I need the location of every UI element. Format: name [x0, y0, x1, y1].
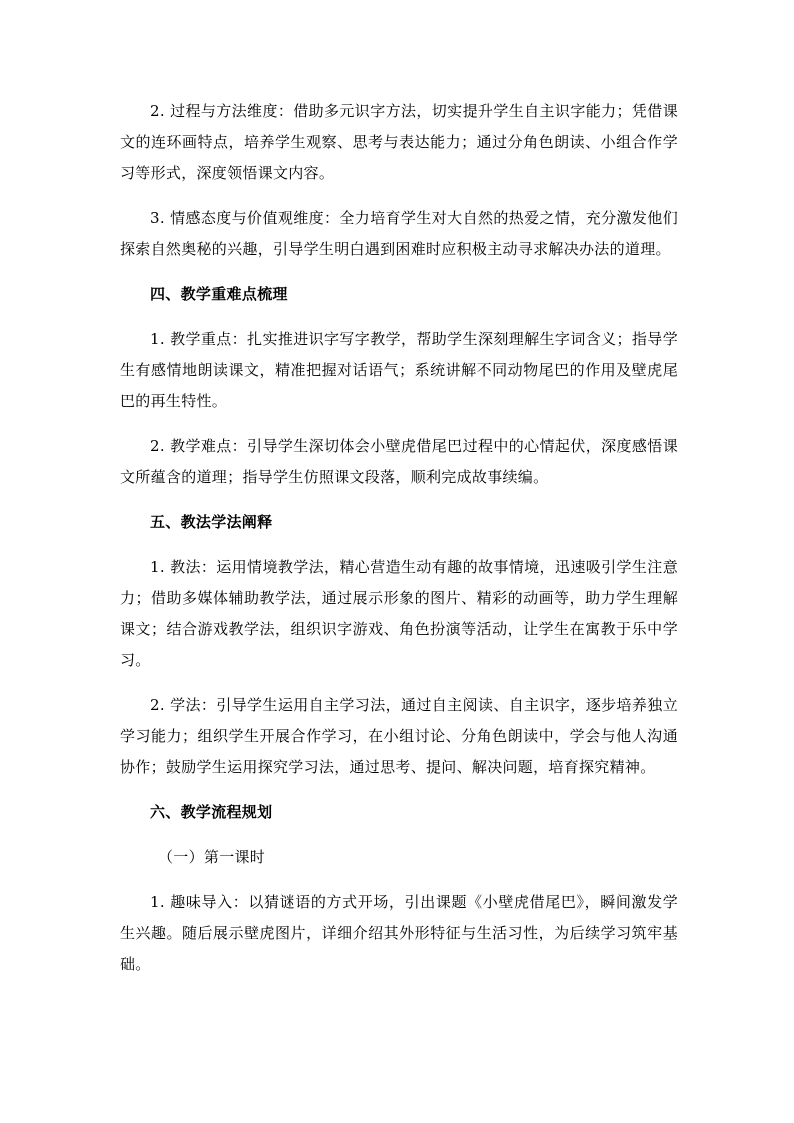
section-heading-key-difficult-points: 四、教学重难点梳理	[150, 285, 288, 303]
paragraph-key-points: 1. 教学重点：扎实推进识字写字教学，帮助学生深刻理解生字词含义；指导学生有感情地朗读课文，精准把握对话语气；系统讲解不同动物尾巴的作用及壁虎尾巴的再生特性。	[120, 330, 678, 410]
subsection-heading-first-lesson: （一）第一课时	[158, 848, 266, 866]
paragraph-teaching-method: 1. 教法：运用情境教学法，精心营造生动有趣的故事情境，迅速吸引学生注意力；借助多媒体辅助教学法，通过展示形象的图片、精彩的动画等，助力学生理解课文；结合游戏教学法，组织识字游戏、角色扮演等活动，让学生在寓教于乐中学习。	[120, 558, 678, 669]
section-heading-teaching-process: 六、教学流程规划	[150, 803, 273, 821]
section-heading-teaching-methods: 五、教法学法阐释	[150, 513, 273, 531]
document-body	[120, 96, 678, 994]
paragraph-goal-process-method: 2. 过程与方法维度：借助多元识字方法，切实提升学生自主识字能力；凭借课文的连环画特点，培养学生观察、思考与表达能力；通过分角色朗读、小组合作学习等形式，深度领悟课文内容。	[120, 102, 678, 182]
paragraph-difficult-points: 2. 教学难点：引导学生深切体会小壁虎借尾巴过程中的心情起伏，深度感悟课文所蕴含的道理；指导学生仿照课文段落，顺利完成故事续编。	[120, 437, 678, 486]
paragraph-intro-step: 1. 趣味导入：以猜谜语的方式开场，引出课题《小壁虎借尾巴》，瞬间激发学生兴趣。随后展示壁虎图片，详细介绍其外形特征与生活习性，为后续学习筑牢基础。	[120, 893, 678, 973]
paragraph-learning-method: 2. 学法：引导学生运用自主学习法，通过自主阅读、自主识字，逐步培养独立学习能力；组织学生开展合作学习，在小组讨论、分角色朗读中，学会与他人沟通协作；鼓励学生运用探究学习法，通过思考、提问、解决问题，培育探究精神。	[120, 696, 678, 776]
paragraph-goal-emotion-values: 3. 情感态度与价值观维度：全力培育学生对大自然的热爱之情，充分激发他们探索自然奥秘的兴趣，引导学生明白遇到困难时应积极主动寻求解决办法的道理。	[120, 209, 678, 258]
